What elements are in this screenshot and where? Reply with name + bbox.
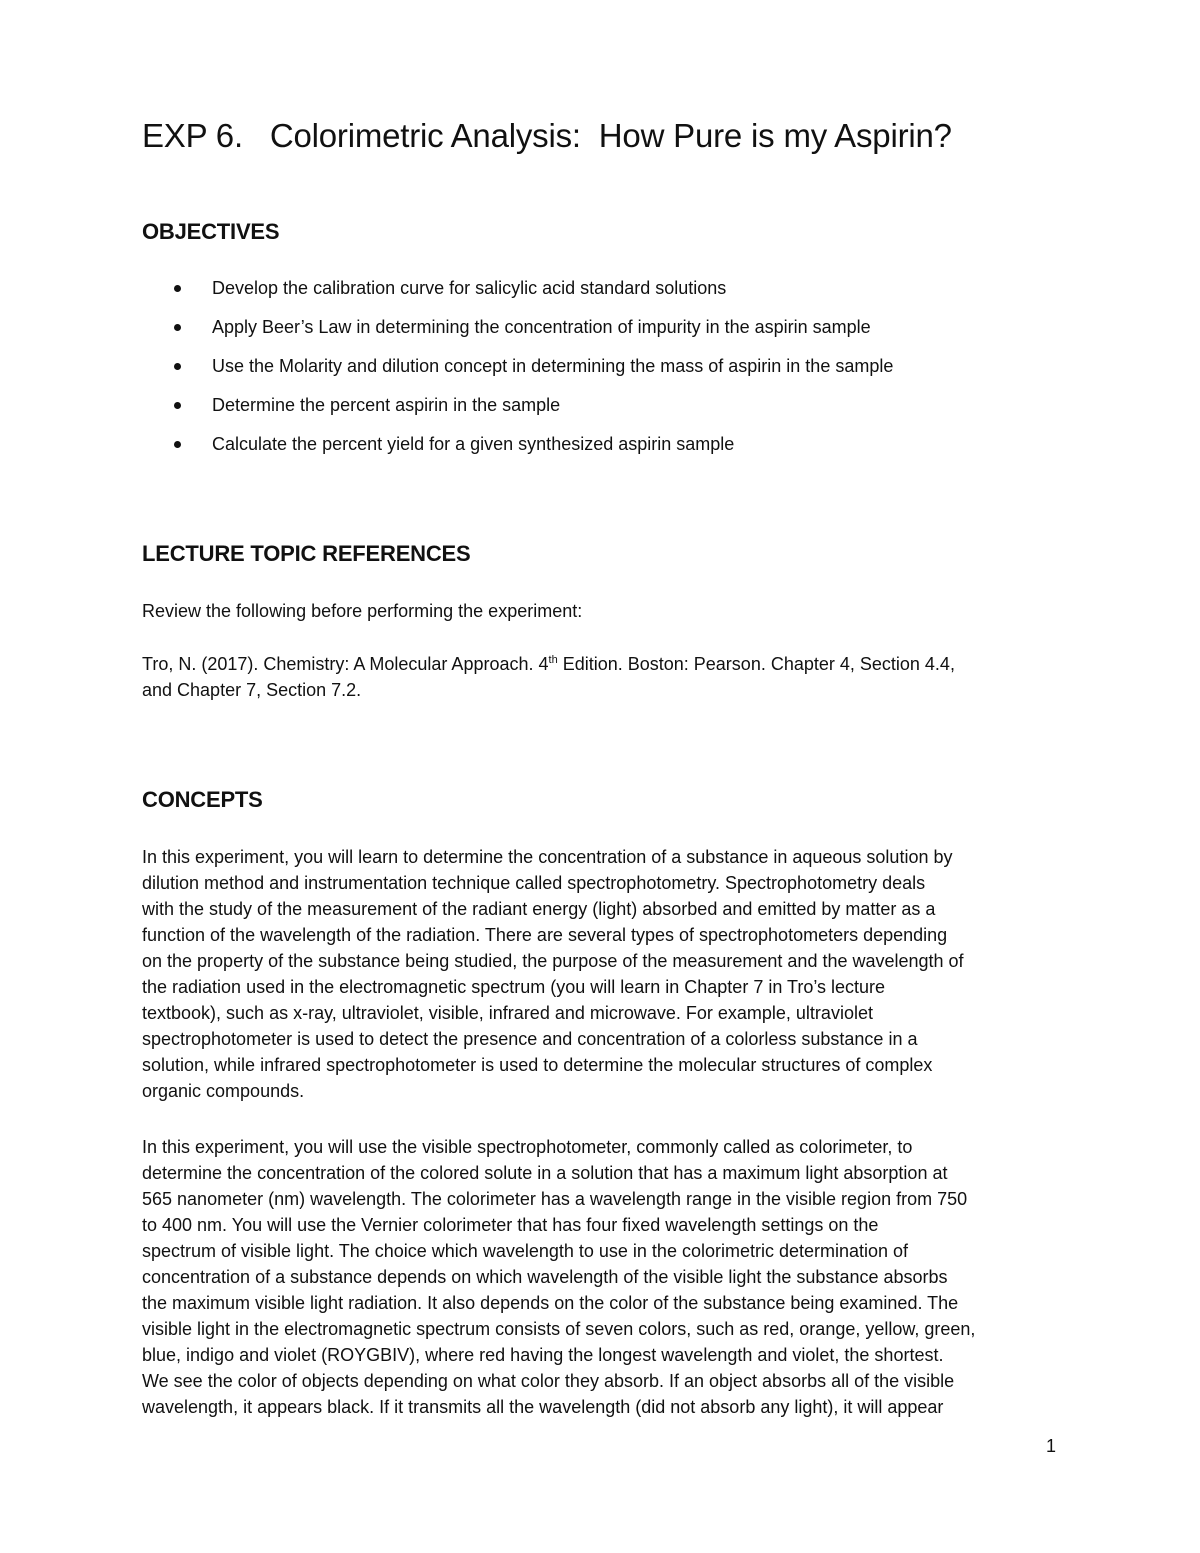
text-line: solution, while infrared spectrophotometer is used to determine the molecular structures of complex [142,1055,933,1075]
citation-superscript: th [548,654,558,666]
text-line: organic compounds. [142,1081,305,1101]
text-line: the radiation used in the electromagnetic spectrum (you will learn in Chapter 7 in Tro’s lecture [142,977,886,997]
text-line: the maximum visible light radiation. It also depends on the color of the substance being examined. The [142,1293,959,1313]
references-intro: Review the following before performing the experiment: [142,601,583,621]
text-line: spectrophotometer is used to detect the presence and concentration of a colorless substance in a [142,1029,918,1049]
text-line: on the property of the substance being studied, the purpose of the measurement and the wavelength of [142,951,964,971]
concepts-heading: CONCEPTS [142,787,263,812]
objective-item [142,275,893,314]
objective-item [142,431,893,470]
text-line: function of the wavelength of the radiation. There are several types of spectrophotometers depending [142,925,948,945]
objectives-list [142,275,893,470]
objective-text: Develop the calibration curve for salicylic acid standard solutions [212,278,727,298]
text-line: We see the color of objects depending on what color they absorb. If an object absorbs all of the visible [142,1371,955,1391]
text-line: dilution method and instrumentation technique called spectrophotometry. Spectrophotometry deals [142,873,926,893]
objective-text: Apply Beer’s Law in determining the concentration of impurity in the aspirin sample [212,317,871,337]
text-line: In this experiment, you will learn to determine the concentration of a substance in aqueous solution by [142,847,953,867]
bullet-icon [174,441,181,448]
objective-item [142,392,893,431]
text-line: blue, indigo and violet (ROYGBIV), where red having the longest wavelength and violet, the shortest. [142,1345,944,1365]
bullet-icon [174,285,181,292]
text-line: wavelength, it appears black. If it transmits all the wavelength (did not absorb any light), it will appear [142,1397,944,1417]
bullet-icon [174,402,181,409]
bullet-icon [174,324,181,331]
concepts-paragraph-2 [142,1134,1062,1420]
objective-item [142,314,893,353]
text-line: determine the concentration of the colored solute in a solution that has a maximum light absorption at [142,1163,948,1183]
objective-text: Use the Molarity and dilution concept in determining the mass of aspirin in the sample [212,356,894,376]
references-heading: LECTURE TOPIC REFERENCES [142,541,471,566]
text-line: to 400 nm. You will use the Vernier colorimeter that has four fixed wavelength settings on the [142,1215,879,1235]
text-line: In this experiment, you will use the visible spectrophotometer, commonly called as colorimeter, to [142,1137,913,1157]
bullet-icon [174,363,181,370]
page-number: 1 [1046,1436,1057,1456]
citation-line-1: Tro, N. (2017). Chemistry: A Molecular Approach. 4th Edition. Boston: Pearson. Chapter 4, Section 4.4, [142,654,955,674]
text-line: spectrum of visible light. The choice which wavelength to use in the colorimetric determination of [142,1241,909,1261]
citation-line-2: and Chapter 7, Section 7.2. [142,680,362,700]
text-line: concentration of a substance depends on which wavelength of the visible light the substance absorbs [142,1267,948,1287]
objective-item [142,353,893,392]
page-title: EXP 6. Colorimetric Analysis: How Pure is my Aspirin? [142,117,952,154]
text-line: visible light in the electromagnetic spectrum consists of seven colors, such as red, orange, yellow, green, [142,1319,976,1339]
references-citation [142,651,1062,703]
objectives-heading: OBJECTIVES [142,219,280,244]
objective-text: Determine the percent aspirin in the sample [212,395,561,415]
text-line: textbook), such as x-ray, ultraviolet, visible, infrared and microwave. For example, ultraviolet [142,1003,873,1023]
text-line: with the study of the measurement of the radiant energy (light) absorbed and emitted by matter as a [142,899,936,919]
text-line: 565 nanometer (nm) wavelength. The colorimeter has a wavelength range in the visible region from 750 [142,1189,968,1209]
concepts-paragraph-1 [142,844,1062,1104]
objective-text: Calculate the percent yield for a given synthesized aspirin sample [212,434,735,454]
